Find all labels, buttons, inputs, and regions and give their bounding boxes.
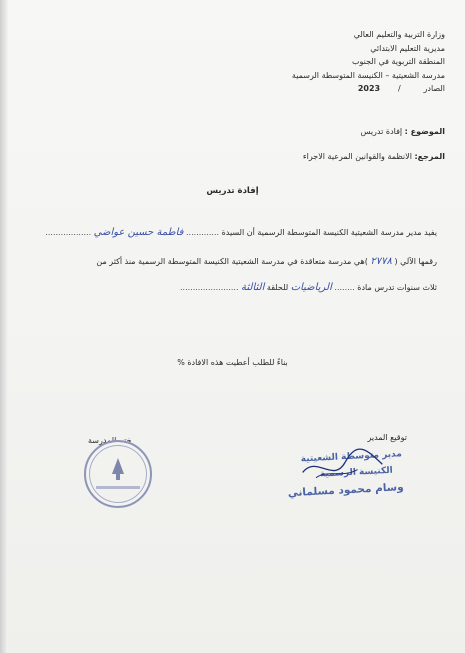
cedar-trunk-icon: [116, 474, 120, 480]
cycle-handwritten: الثالثة: [241, 282, 265, 293]
teacher-name-handwritten: فاطمة حسين عواضي: [93, 227, 184, 238]
school-stamp-seal: [84, 440, 152, 508]
school-stamp-label: ختم المدرسة: [88, 436, 132, 445]
director-stamp-line-2: الكنيسة الرسمية: [319, 465, 393, 480]
region-name: المنطقة التربوية في الجنوب: [352, 57, 445, 66]
registration-number-handwritten: ٢٧٧٨: [370, 256, 392, 267]
issued-slash: /: [397, 84, 401, 93]
body-line-2-suffix: )هي مدرسة متعاقدة في مدرسة الشعيتية الكنيسة المتوسطة الرسمية منذ أكثر من: [96, 257, 368, 266]
cedar-icon: [112, 458, 124, 474]
dotted-fill: ..................: [45, 228, 92, 237]
reference-value: الانظمة والقوانين المرعية الاجراء: [302, 152, 412, 161]
body-line-3-mid: للحلقة: [266, 283, 289, 292]
body-line-2-prefix: رقمها الآلي (: [394, 257, 437, 266]
directorate-name: مديرية التعليم الابتدائي: [370, 43, 445, 53]
dotted-fill: .......................: [180, 283, 239, 292]
body-line-1-text: يفيد مدير مدرسة الشعيتية الكنيسة المتوسطة الرسمية أن السيدة: [221, 228, 437, 237]
letterhead: [292, 28, 445, 96]
issued-year: 2023: [357, 84, 381, 93]
reference-line: [303, 152, 445, 161]
subject-value: إفادة تدريس: [360, 127, 403, 136]
dotted-fill: ........: [334, 283, 355, 292]
body-line-1: [45, 227, 437, 238]
director-stamp-line-1: مدير متوسطة الشعيتية: [300, 449, 403, 465]
body-line-3: [180, 282, 437, 293]
subject-taught-handwritten: الرياضيات: [290, 282, 332, 293]
director-signature-label: توقيع المدير: [367, 433, 407, 442]
seal-ring-decoration: [96, 486, 140, 489]
issued-line: [292, 82, 445, 96]
closing-line: بناءً للطلب أعطيت هذه الافادة %: [177, 358, 288, 367]
reference-label: المرجع:: [414, 152, 445, 161]
director-signature-scribble: [297, 446, 389, 491]
school-name: مدرسة الشعيتية – الكنيسة المتوسطة الرسمية: [291, 70, 445, 80]
document-title: إفادة تدريس: [206, 186, 259, 196]
body-line-2: [96, 256, 437, 267]
subject-label: الموضوع :: [404, 127, 445, 136]
issued-label: الصادر: [423, 84, 445, 93]
body-line-3-text: ثلاث سنوات تدرس مادة: [357, 283, 437, 292]
dotted-fill: .............: [185, 228, 220, 237]
subject-line: [361, 127, 445, 136]
ministry-name: وزارة التربية والتعليم العالي: [353, 30, 445, 39]
director-signature-stamp: [287, 445, 409, 511]
director-stamp-line-3: وسام محمود مسلماني: [287, 481, 404, 500]
